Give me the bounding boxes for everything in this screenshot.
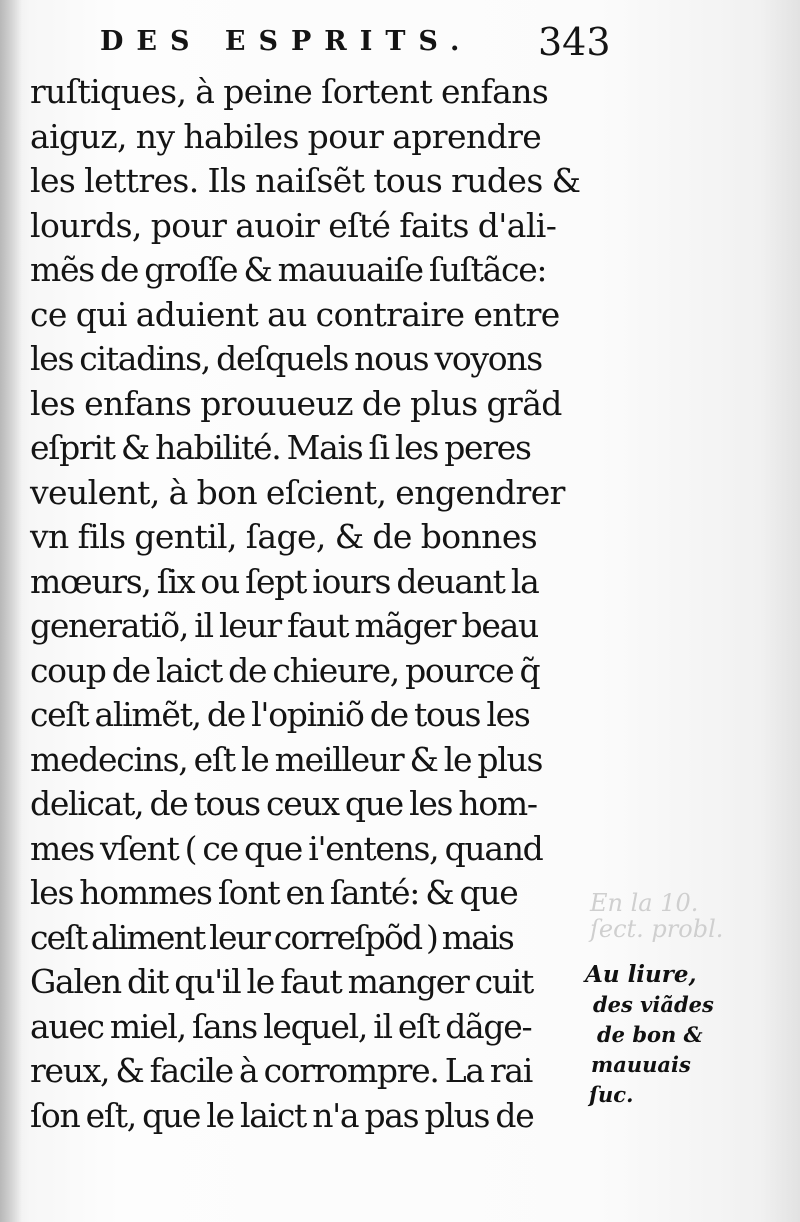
- text-line: vn fils gentil, ſage, & de bonnes: [30, 517, 538, 556]
- text-line: eſprit & habilité. Mais ſi les peres: [30, 428, 531, 467]
- page-header: [100, 16, 620, 68]
- text-line: coup de laict de chieure, pource q̃: [30, 650, 540, 690]
- text-line: lourds, pour auoir eſté faits d'ali-: [30, 205, 557, 245]
- text-line: ruſtiques, à peine ſortent enfans: [30, 72, 549, 111]
- margin-note: [585, 960, 795, 1110]
- text-line: Galen dit qu'il le faut manger cuit: [30, 962, 533, 1001]
- show-through-line: ſect. probl.: [590, 915, 724, 943]
- margin-note-line: mauuais: [591, 1052, 691, 1077]
- text-line: les citadins, deſquels nous voyons: [30, 339, 542, 378]
- text-line: les hommes ſont en ſanté: & que: [30, 873, 518, 912]
- text-line: ce qui aduient au contraire entre: [30, 294, 560, 334]
- text-line: mœurs, ſix ou ſept iours deuant la: [30, 561, 539, 601]
- text-line: veulent, à bon eſcient, engendrer: [30, 472, 565, 512]
- margin-note-line: des viãdes: [593, 992, 714, 1017]
- text-line: ſon eſt, que le laict n'a pas plus de: [30, 1095, 534, 1135]
- text-line: mẽs de groſſe & mauuaiſe ſuſtãce:: [30, 250, 547, 289]
- running-title: DES ESPRITS.: [100, 26, 473, 57]
- text-line: auec miel, ſans lequel, il eſt dãge-: [30, 1006, 532, 1046]
- text-line: aiguz, ny habiles pour aprendre: [30, 116, 542, 156]
- text-line: reux, & facile à corrompre. La rai: [30, 1051, 533, 1090]
- body-text: [30, 70, 580, 1138]
- margin-note-line: de bon &: [597, 1022, 703, 1047]
- text-line: les lettres. Ils naiſsẽt tous rudes &: [30, 161, 581, 200]
- text-line: generatiõ, il leur faut mãger beau: [30, 606, 538, 645]
- text-line: medecins, eſt le meilleur & le plus: [30, 739, 543, 779]
- show-through-text: [590, 890, 790, 942]
- page-number: 343: [538, 20, 611, 64]
- text-line: ceſt aliment leur correſpõd ) mais: [30, 917, 514, 957]
- spine-shadow: [0, 0, 22, 1222]
- margin-note-line: Au liure,: [585, 961, 697, 988]
- margin-note-line: ſuc.: [589, 1082, 634, 1107]
- text-line: mes vſent ( ce que i'entens, quand: [30, 828, 543, 868]
- text-line: les enfans prouueuz de plus grãd: [30, 383, 562, 423]
- show-through-line: En la 10.: [590, 889, 699, 917]
- text-line: delicat, de tous ceux que les hom-: [30, 784, 537, 823]
- text-line: ceſt alimẽt, de l'opiniõ de tous les: [30, 695, 530, 734]
